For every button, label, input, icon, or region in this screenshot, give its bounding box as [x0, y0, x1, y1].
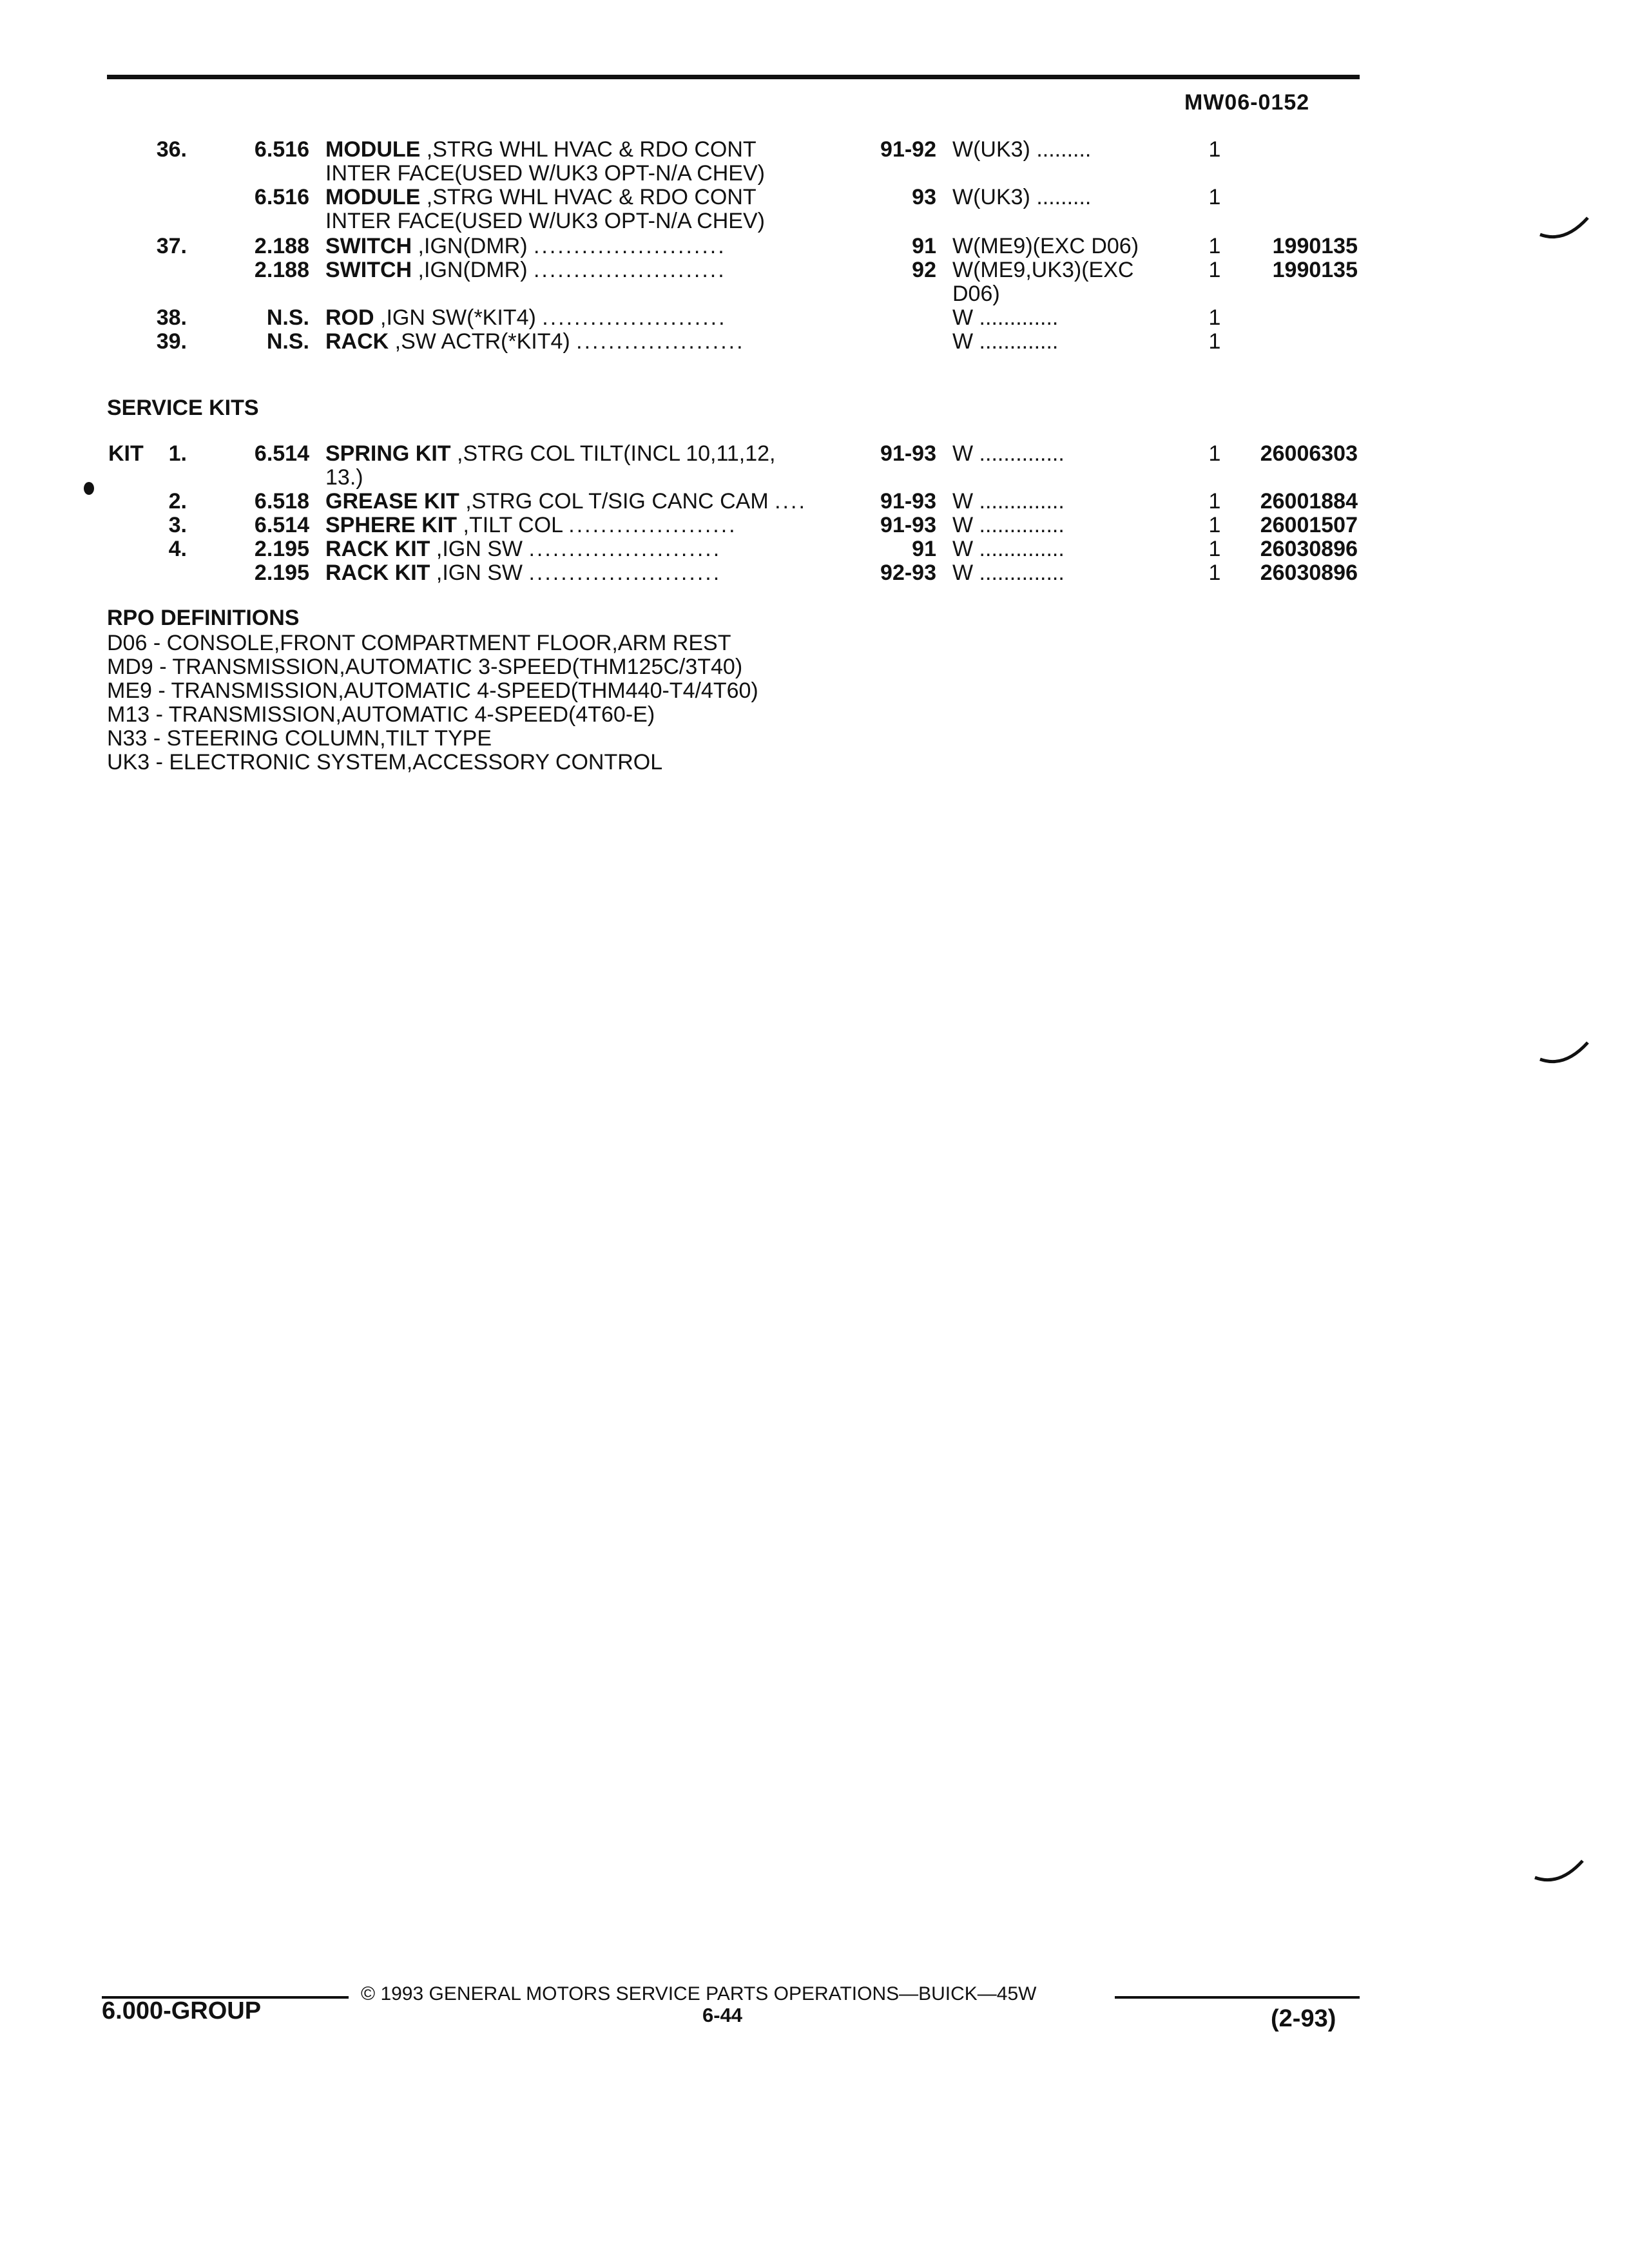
part-detail: ,STRG COL T/SIG CANC CAM — [465, 489, 769, 514]
model-years: 91-92 — [880, 137, 936, 162]
copyright-line: © 1993 GENERAL MOTORS SERVICE PARTS OPERATIONS—BUICK—45W — [361, 1983, 1037, 2004]
part-name: MODULE — [325, 137, 421, 162]
group-number: N.S. — [266, 305, 309, 330]
part-detail: ,SW ACTR(*KIT4) — [394, 329, 570, 354]
model-years: 91-93 — [880, 441, 936, 466]
model-codes — [952, 305, 1175, 331]
part-detail: ,STRG WHL HVAC & RDO CONT — [426, 185, 757, 209]
part-number: 26030896 — [1260, 561, 1358, 585]
part-description — [325, 512, 847, 538]
leader-dots: .............. — [979, 513, 1065, 537]
group-number: 6.514 — [254, 441, 309, 466]
part-description — [325, 137, 847, 162]
rpo-definition: M13 - TRANSMISSION,AUTOMATIC 4-SPEED(4T60-E) — [107, 702, 655, 727]
parts-row — [0, 184, 1629, 210]
top-rule — [107, 75, 1360, 79]
rpo-definition: N33 - STEERING COLUMN,TILT TYPE — [107, 726, 492, 751]
model-code-text: W — [952, 537, 974, 561]
part-name: ROD — [325, 305, 374, 330]
service-kits-heading: SERVICE KITS — [107, 396, 259, 420]
model-codes: W(ME9)(EXC D06) — [952, 234, 1139, 258]
quantity: 1 — [1208, 137, 1221, 162]
group-number: 2.188 — [254, 258, 309, 282]
model-codes — [952, 488, 1175, 514]
quantity: 1 — [1208, 489, 1221, 514]
model-years: 91 — [912, 537, 936, 561]
model-codes — [952, 536, 1175, 562]
model-years: 91-93 — [880, 513, 936, 537]
group-number: 2.195 — [254, 561, 309, 585]
parts-row-continuation — [0, 160, 1629, 186]
part-number: 1990135 — [1272, 234, 1358, 258]
leader-dots: ............. — [979, 305, 1059, 330]
part-name: RACK KIT — [325, 561, 430, 585]
group-number: 6.514 — [254, 513, 309, 537]
model-code-text: W — [952, 305, 974, 330]
rpo-definition: UK3 - ELECTRONIC SYSTEM,ACCESSORY CONTROL — [107, 750, 663, 774]
model-code-text: W — [952, 489, 974, 514]
model-code-text: W(UK3) — [952, 185, 1030, 209]
kit-label: KIT — [108, 441, 144, 466]
quantity: 1 — [1208, 561, 1221, 585]
item-key: 3. — [168, 513, 187, 537]
leader-dots: ........................ — [533, 234, 726, 258]
leader-dots: ........................ — [528, 537, 722, 561]
part-description — [325, 536, 847, 562]
quantity: 1 — [1208, 258, 1221, 282]
model-years: 92 — [912, 258, 936, 282]
part-description — [325, 305, 847, 331]
part-detail: ,TILT COL — [463, 513, 563, 537]
part-description — [325, 488, 847, 514]
item-key: 38. — [156, 305, 187, 330]
part-detail: ,IGN SW — [436, 537, 523, 561]
leader-dots: .... — [775, 489, 807, 514]
group-number: 6.516 — [254, 137, 309, 162]
quantity: 1 — [1208, 537, 1221, 561]
part-detail: ,IGN(DMR) — [418, 258, 528, 282]
part-detail: ,IGN SW(*KIT4) — [380, 305, 536, 330]
kit-row — [0, 560, 1629, 586]
group-label: 6.000-GROUP — [102, 1997, 262, 2024]
parts-row — [0, 305, 1629, 331]
binder-tick-mark — [1539, 213, 1590, 251]
part-detail-line2: 13.) — [325, 465, 363, 490]
parts-row — [0, 233, 1629, 259]
model-codes — [952, 184, 1175, 210]
part-detail: ,STRG WHL HVAC & RDO CONT — [426, 137, 757, 162]
leader-dots: ..................... — [568, 513, 737, 537]
quantity: 1 — [1208, 185, 1221, 209]
parts-row — [0, 137, 1629, 162]
model-years: 92-93 — [880, 561, 936, 585]
kit-row — [0, 441, 1629, 466]
part-detail: ,IGN SW — [436, 561, 523, 585]
leader-dots: ....................... — [542, 305, 727, 330]
part-name: GREASE KIT — [325, 489, 459, 514]
footer-rule-right — [1115, 1996, 1360, 1999]
model-years: 91-93 — [880, 489, 936, 514]
binder-tick-mark — [1539, 1037, 1590, 1076]
model-years: 91 — [912, 234, 936, 258]
model-codes: W(ME9,UK3)(EXC — [952, 258, 1134, 282]
model-code-text: W(UK3) — [952, 137, 1030, 162]
leader-dots: .............. — [979, 537, 1065, 561]
part-detail-line2: INTER FACE(USED W/UK3 OPT-N/A CHEV) — [325, 209, 765, 233]
part-number: 26006303 — [1260, 441, 1358, 466]
group-number: 6.518 — [254, 489, 309, 514]
part-description — [325, 560, 847, 586]
item-key: 37. — [156, 234, 187, 258]
model-codes — [952, 560, 1175, 586]
model-years: 93 — [912, 185, 936, 209]
part-name: RACK — [325, 329, 389, 354]
binder-tick-mark — [1534, 1856, 1585, 1894]
revision-date: (2-93) — [1271, 2005, 1336, 2032]
item-key: 4. — [168, 537, 187, 561]
part-name: SWITCH — [325, 258, 412, 282]
part-name: SWITCH — [325, 234, 412, 258]
part-number: 26001507 — [1260, 513, 1358, 537]
part-name: SPRING KIT — [325, 441, 451, 466]
part-number: 1990135 — [1272, 258, 1358, 282]
quantity: 1 — [1208, 513, 1221, 537]
item-key: 36. — [156, 137, 187, 162]
part-detail: ,STRG COL TILT(INCL 10,11,12, — [457, 441, 776, 466]
reference-code: MW06-0152 — [1184, 90, 1310, 115]
item-key: 1. — [168, 441, 187, 466]
leader-dots: ........................ — [528, 561, 722, 585]
rpo-heading: RPO DEFINITIONS — [107, 606, 300, 630]
model-codes — [952, 441, 1175, 466]
part-description — [325, 184, 847, 210]
model-codes — [952, 137, 1175, 162]
leader-dots: .............. — [979, 561, 1065, 585]
part-description — [325, 233, 847, 259]
model-code-text: W — [952, 561, 974, 585]
part-name: RACK KIT — [325, 537, 430, 561]
kit-row — [0, 536, 1629, 562]
leader-dots: ..................... — [576, 329, 745, 354]
group-number: 2.188 — [254, 234, 309, 258]
group-number: 6.516 — [254, 185, 309, 209]
leader-dots: .............. — [979, 441, 1065, 466]
leader-dots: .............. — [979, 489, 1065, 514]
part-name: MODULE — [325, 185, 421, 209]
kit-row-continuation — [0, 465, 1629, 490]
part-number: 26030896 — [1260, 537, 1358, 561]
leader-dots: ........................ — [533, 258, 726, 282]
part-number: 26001884 — [1260, 489, 1358, 514]
model-codes — [952, 329, 1175, 354]
rpo-definition: ME9 - TRANSMISSION,AUTOMATIC 4-SPEED(THM440-T4/4T60) — [107, 678, 758, 703]
quantity: 1 — [1208, 305, 1221, 330]
quantity: 1 — [1208, 234, 1221, 258]
part-detail-line2: INTER FACE(USED W/UK3 OPT-N/A CHEV) — [325, 161, 765, 186]
leader-dots: ............. — [979, 329, 1059, 354]
kit-row — [0, 512, 1629, 538]
part-name: SPHERE KIT — [325, 513, 458, 537]
parts-row — [0, 257, 1629, 283]
item-key: 39. — [156, 329, 187, 354]
group-number: 2.195 — [254, 537, 309, 561]
group-number: N.S. — [266, 329, 309, 354]
parts-row-continuation — [0, 208, 1629, 234]
model-codes-line2: D06) — [952, 282, 1000, 306]
model-codes — [952, 512, 1175, 538]
model-code-text: W — [952, 441, 974, 466]
item-key: 2. — [168, 489, 187, 514]
rpo-definition: MD9 - TRANSMISSION,AUTOMATIC 3-SPEED(THM125C/3T40) — [107, 655, 743, 679]
kit-row — [0, 488, 1629, 514]
bullet-mark — [84, 482, 94, 495]
rpo-definition: D06 - CONSOLE,FRONT COMPARTMENT FLOOR,ARM REST — [107, 631, 731, 655]
model-code-text: W — [952, 513, 974, 537]
part-description — [325, 257, 847, 283]
part-detail: ,IGN(DMR) — [418, 234, 528, 258]
model-code-text: W — [952, 329, 974, 354]
quantity: 1 — [1208, 441, 1221, 466]
part-description — [325, 441, 847, 466]
part-description — [325, 329, 847, 354]
leader-dots: ......... — [1036, 137, 1092, 162]
parts-row — [0, 329, 1629, 354]
quantity: 1 — [1208, 329, 1221, 354]
parts-row-continuation — [0, 281, 1629, 307]
page-number: 6-44 — [702, 2004, 743, 2026]
leader-dots: ......... — [1036, 185, 1092, 209]
